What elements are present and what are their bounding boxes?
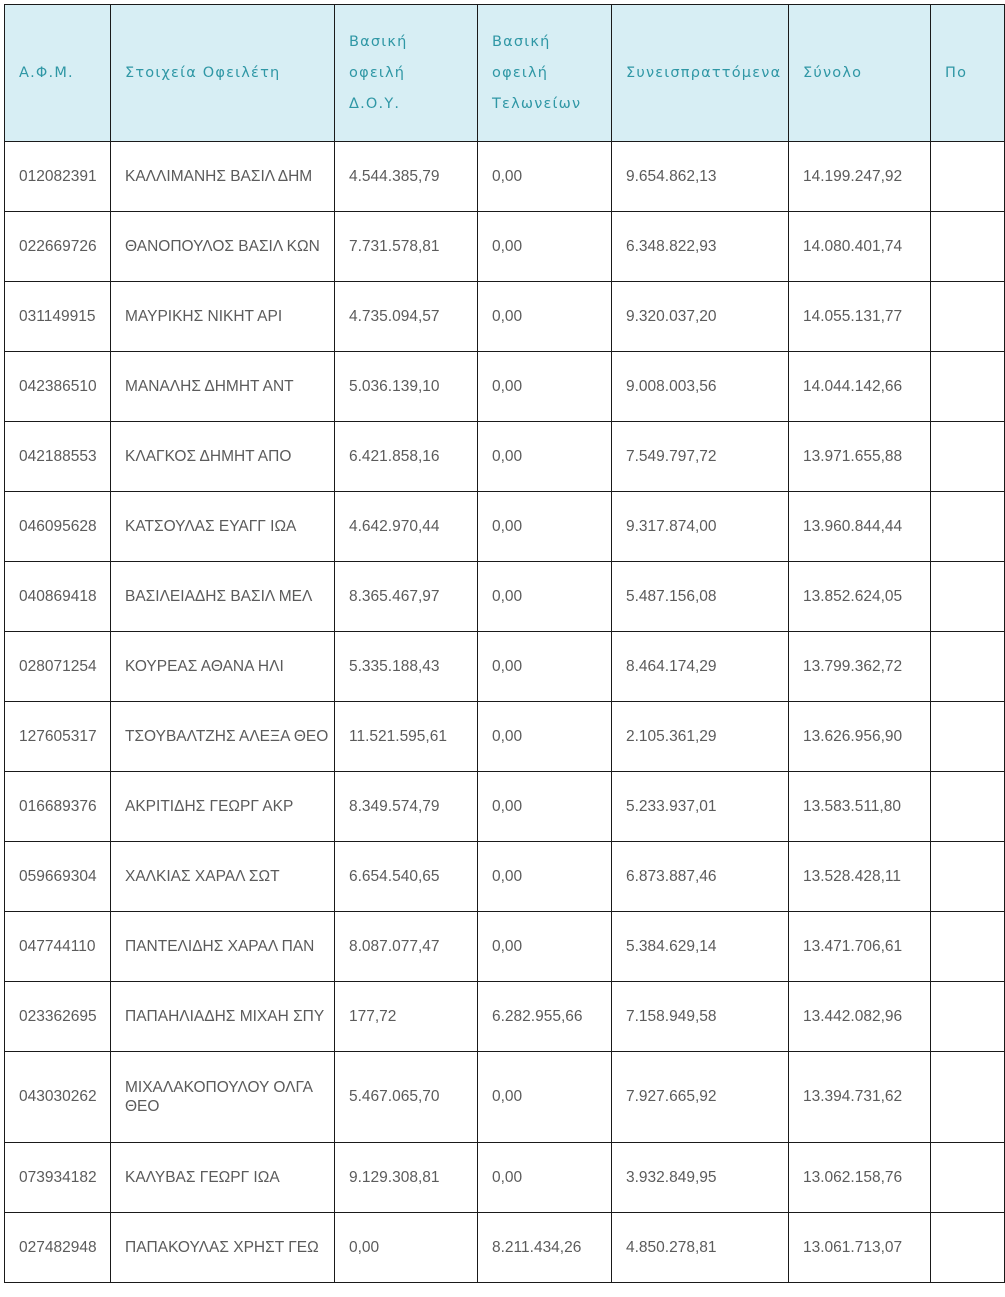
table-row — [5, 982, 1005, 1052]
cell-afm: 059669304 — [5, 842, 111, 912]
cell-basic-debt-doy: 4.544.385,79 — [335, 142, 478, 212]
cell-debtor-name: ΑΚΡΙΤΙΔΗΣ ΓΕΩΡΓ ΑΚΡ — [111, 772, 335, 842]
cell-basic-debt-doy: 5.467.065,70 — [335, 1052, 478, 1143]
cell-total: 13.394.731,62 — [789, 1052, 931, 1143]
table-row — [5, 282, 1005, 352]
cell-total: 14.080.401,74 — [789, 212, 931, 282]
cell-basic-debt-doy: 8.365.467,97 — [335, 562, 478, 632]
cell-basic-debt-customs: 0,00 — [478, 1052, 612, 1143]
cell-cut-off-column — [931, 702, 1005, 772]
cell-basic-debt-doy: 6.421.858,16 — [335, 422, 478, 492]
cell-cut-off-column — [931, 842, 1005, 912]
cell-basic-debt-customs: 0,00 — [478, 282, 612, 352]
cell-total: 13.061.713,07 — [789, 1213, 931, 1283]
cell-co-collected: 6.348.822,93 — [612, 212, 789, 282]
cell-cut-off-column — [931, 492, 1005, 562]
cell-total: 14.055.131,77 — [789, 282, 931, 352]
cell-debtor-name: ΚΑΤΣΟΥΛΑΣ ΕΥΑΓΓ ΙΩΑ — [111, 492, 335, 562]
cell-co-collected: 5.384.629,14 — [612, 912, 789, 982]
cell-basic-debt-doy: 8.349.574,79 — [335, 772, 478, 842]
cell-debtor-name: ΚΟΥΡΕΑΣ ΑΘΑΝΑ ΗΛΙ — [111, 632, 335, 702]
cell-basic-debt-customs: 8.211.434,26 — [478, 1213, 612, 1283]
cell-basic-debt-customs: 0,00 — [478, 772, 612, 842]
cell-afm: 016689376 — [5, 772, 111, 842]
cell-afm: 042386510 — [5, 352, 111, 422]
header-customs-line-1: Βασική — [492, 33, 551, 50]
cell-cut-off-column — [931, 422, 1005, 492]
cell-basic-debt-customs: 0,00 — [478, 422, 612, 492]
cell-basic-debt-customs: 0,00 — [478, 562, 612, 632]
cell-afm: 046095628 — [5, 492, 111, 562]
cell-debtor-name: ΘΑΝΟΠΟΥΛΟΣ ΒΑΣΙΛ ΚΩΝ — [111, 212, 335, 282]
cell-basic-debt-customs: 0,00 — [478, 842, 612, 912]
cell-debtor-name: ΠΑΠΑΚΟΥΛΑΣ ΧΡΗΣΤ ΓΕΩ — [111, 1213, 335, 1283]
cell-cut-off-column — [931, 142, 1005, 212]
cell-afm: 031149915 — [5, 282, 111, 352]
cell-total: 13.971.655,88 — [789, 422, 931, 492]
table-header-row — [5, 5, 1005, 142]
cell-cut-off-column — [931, 772, 1005, 842]
cell-basic-debt-doy: 4.642.970,44 — [335, 492, 478, 562]
cell-cut-off-column — [931, 982, 1005, 1052]
debtors-table — [4, 4, 1005, 1283]
table-row — [5, 562, 1005, 632]
cell-basic-debt-customs: 0,00 — [478, 1143, 612, 1213]
cell-basic-debt-customs: 0,00 — [478, 702, 612, 772]
cell-debtor-name: ΤΣΟΥΒΑΛΤΖΗΣ ΑΛΕΞΑ ΘΕΟ — [111, 702, 335, 772]
cell-cut-off-column — [931, 212, 1005, 282]
cell-afm: 127605317 — [5, 702, 111, 772]
cell-co-collected: 7.549.797,72 — [612, 422, 789, 492]
table-row — [5, 212, 1005, 282]
cell-afm: 023362695 — [5, 982, 111, 1052]
cell-basic-debt-doy: 0,00 — [335, 1213, 478, 1283]
header-basic-debt-customs — [478, 5, 612, 142]
cell-basic-debt-customs: 6.282.955,66 — [478, 982, 612, 1052]
cell-total: 13.442.082,96 — [789, 982, 931, 1052]
cell-total: 13.852.624,05 — [789, 562, 931, 632]
cell-basic-debt-doy: 4.735.094,57 — [335, 282, 478, 352]
header-co-collected: Συνεισπραττόμενα — [612, 5, 789, 142]
table-row — [5, 142, 1005, 212]
cell-co-collected: 9.317.874,00 — [612, 492, 789, 562]
cell-debtor-name: ΠΑΠΑΗΛΙΑΔΗΣ ΜΙΧΑΗ ΣΠΥ — [111, 982, 335, 1052]
table-row — [5, 1143, 1005, 1213]
cell-basic-debt-customs: 0,00 — [478, 142, 612, 212]
header-doy-line-2: οφειλή — [349, 64, 406, 81]
cell-afm: 012082391 — [5, 142, 111, 212]
header-afm: Α.Φ.Μ. — [5, 5, 111, 142]
cell-total: 14.044.142,66 — [789, 352, 931, 422]
cell-co-collected: 5.487.156,08 — [612, 562, 789, 632]
cell-basic-debt-customs: 0,00 — [478, 352, 612, 422]
cell-total: 14.199.247,92 — [789, 142, 931, 212]
cell-debtor-name: ΜΑΥΡΙΚΗΣ ΝΙΚΗΤ ΑΡΙ — [111, 282, 335, 352]
cell-total: 13.583.511,80 — [789, 772, 931, 842]
cell-co-collected: 4.850.278,81 — [612, 1213, 789, 1283]
table-row — [5, 352, 1005, 422]
cell-afm: 040869418 — [5, 562, 111, 632]
cell-afm: 042188553 — [5, 422, 111, 492]
cell-basic-debt-customs: 0,00 — [478, 492, 612, 562]
table-row — [5, 842, 1005, 912]
cell-basic-debt-doy: 6.654.540,65 — [335, 842, 478, 912]
cell-total: 13.799.362,72 — [789, 632, 931, 702]
table-row — [5, 1052, 1005, 1143]
cell-basic-debt-doy: 7.731.578,81 — [335, 212, 478, 282]
cell-debtor-name: ΚΑΛΥΒΑΣ ΓΕΩΡΓ ΙΩΑ — [111, 1143, 335, 1213]
cell-co-collected: 5.233.937,01 — [612, 772, 789, 842]
cell-basic-debt-doy: 5.036.139,10 — [335, 352, 478, 422]
cell-co-collected: 9.654.862,13 — [612, 142, 789, 212]
cell-debtor-name: ΚΑΛΛΙΜΑΝΗΣ ΒΑΣΙΛ ΔΗΜ — [111, 142, 335, 212]
cell-cut-off-column — [931, 632, 1005, 702]
header-customs-line-3: Τελωνείων — [492, 95, 582, 112]
cell-debtor-name: ΠΑΝΤΕΛΙΔΗΣ ΧΑΡΑΛ ΠΑΝ — [111, 912, 335, 982]
header-basic-debt-doy — [335, 5, 478, 142]
cell-co-collected: 7.927.665,92 — [612, 1052, 789, 1143]
cell-afm: 022669726 — [5, 212, 111, 282]
table-row — [5, 422, 1005, 492]
cell-total: 13.960.844,44 — [789, 492, 931, 562]
cell-co-collected: 3.932.849,95 — [612, 1143, 789, 1213]
cell-debtor-name: ΒΑΣΙΛΕΙΑΔΗΣ ΒΑΣΙΛ ΜΕΛ — [111, 562, 335, 632]
cell-afm: 047744110 — [5, 912, 111, 982]
cell-cut-off-column — [931, 912, 1005, 982]
table-row — [5, 492, 1005, 562]
header-doy-line-1: Βασική — [349, 33, 408, 50]
table-body — [5, 142, 1005, 1283]
cell-debtor-name: ΧΑΛΚΙΑΣ ΧΑΡΑΛ ΣΩΤ — [111, 842, 335, 912]
cell-co-collected: 2.105.361,29 — [612, 702, 789, 772]
cell-afm: 027482948 — [5, 1213, 111, 1283]
cell-cut-off-column — [931, 1052, 1005, 1143]
cell-cut-off-column — [931, 282, 1005, 352]
cell-debtor-name: ΚΛΑΓΚΟΣ ΔΗΜΗΤ ΑΠΟ — [111, 422, 335, 492]
header-customs-line-2: οφειλή — [492, 64, 549, 81]
header-total: Σύνολο — [789, 5, 931, 142]
table-row — [5, 912, 1005, 982]
cell-basic-debt-doy: 5.335.188,43 — [335, 632, 478, 702]
cell-co-collected: 9.320.037,20 — [612, 282, 789, 352]
cell-co-collected: 9.008.003,56 — [612, 352, 789, 422]
cell-total: 13.062.158,76 — [789, 1143, 931, 1213]
cell-total: 13.471.706,61 — [789, 912, 931, 982]
cell-cut-off-column — [931, 1143, 1005, 1213]
cell-basic-debt-customs: 0,00 — [478, 912, 612, 982]
cell-total: 13.528.428,11 — [789, 842, 931, 912]
cell-debtor-name: ΜΙΧΑΛΑΚΟΠΟΥΛΟΥ ΟΛΓΑ ΘΕΟ — [111, 1052, 335, 1143]
cell-basic-debt-doy: 8.087.077,47 — [335, 912, 478, 982]
cell-total: 13.626.956,90 — [789, 702, 931, 772]
table-row — [5, 1213, 1005, 1283]
table-row — [5, 632, 1005, 702]
cell-basic-debt-doy: 177,72 — [335, 982, 478, 1052]
cell-cut-off-column — [931, 1213, 1005, 1283]
cell-afm: 073934182 — [5, 1143, 111, 1213]
cell-co-collected: 8.464.174,29 — [612, 632, 789, 702]
cell-basic-debt-doy: 9.129.308,81 — [335, 1143, 478, 1213]
table-row — [5, 772, 1005, 842]
header-debtor-details: Στοιχεία Οφειλέτη — [111, 5, 335, 142]
cell-afm: 028071254 — [5, 632, 111, 702]
cell-basic-debt-customs: 0,00 — [478, 632, 612, 702]
cell-basic-debt-customs: 0,00 — [478, 212, 612, 282]
table-row — [5, 702, 1005, 772]
cell-cut-off-column — [931, 562, 1005, 632]
cell-co-collected: 7.158.949,58 — [612, 982, 789, 1052]
cell-debtor-name: ΜΑΝΑΛΗΣ ΔΗΜΗΤ ΑΝΤ — [111, 352, 335, 422]
header-cut-off-column: Πο — [931, 5, 1005, 142]
cell-afm: 043030262 — [5, 1052, 111, 1143]
cell-basic-debt-doy: 11.521.595,61 — [335, 702, 478, 772]
cell-cut-off-column — [931, 352, 1005, 422]
cell-co-collected: 6.873.887,46 — [612, 842, 789, 912]
header-doy-line-3: Δ.Ο.Υ. — [349, 95, 401, 112]
